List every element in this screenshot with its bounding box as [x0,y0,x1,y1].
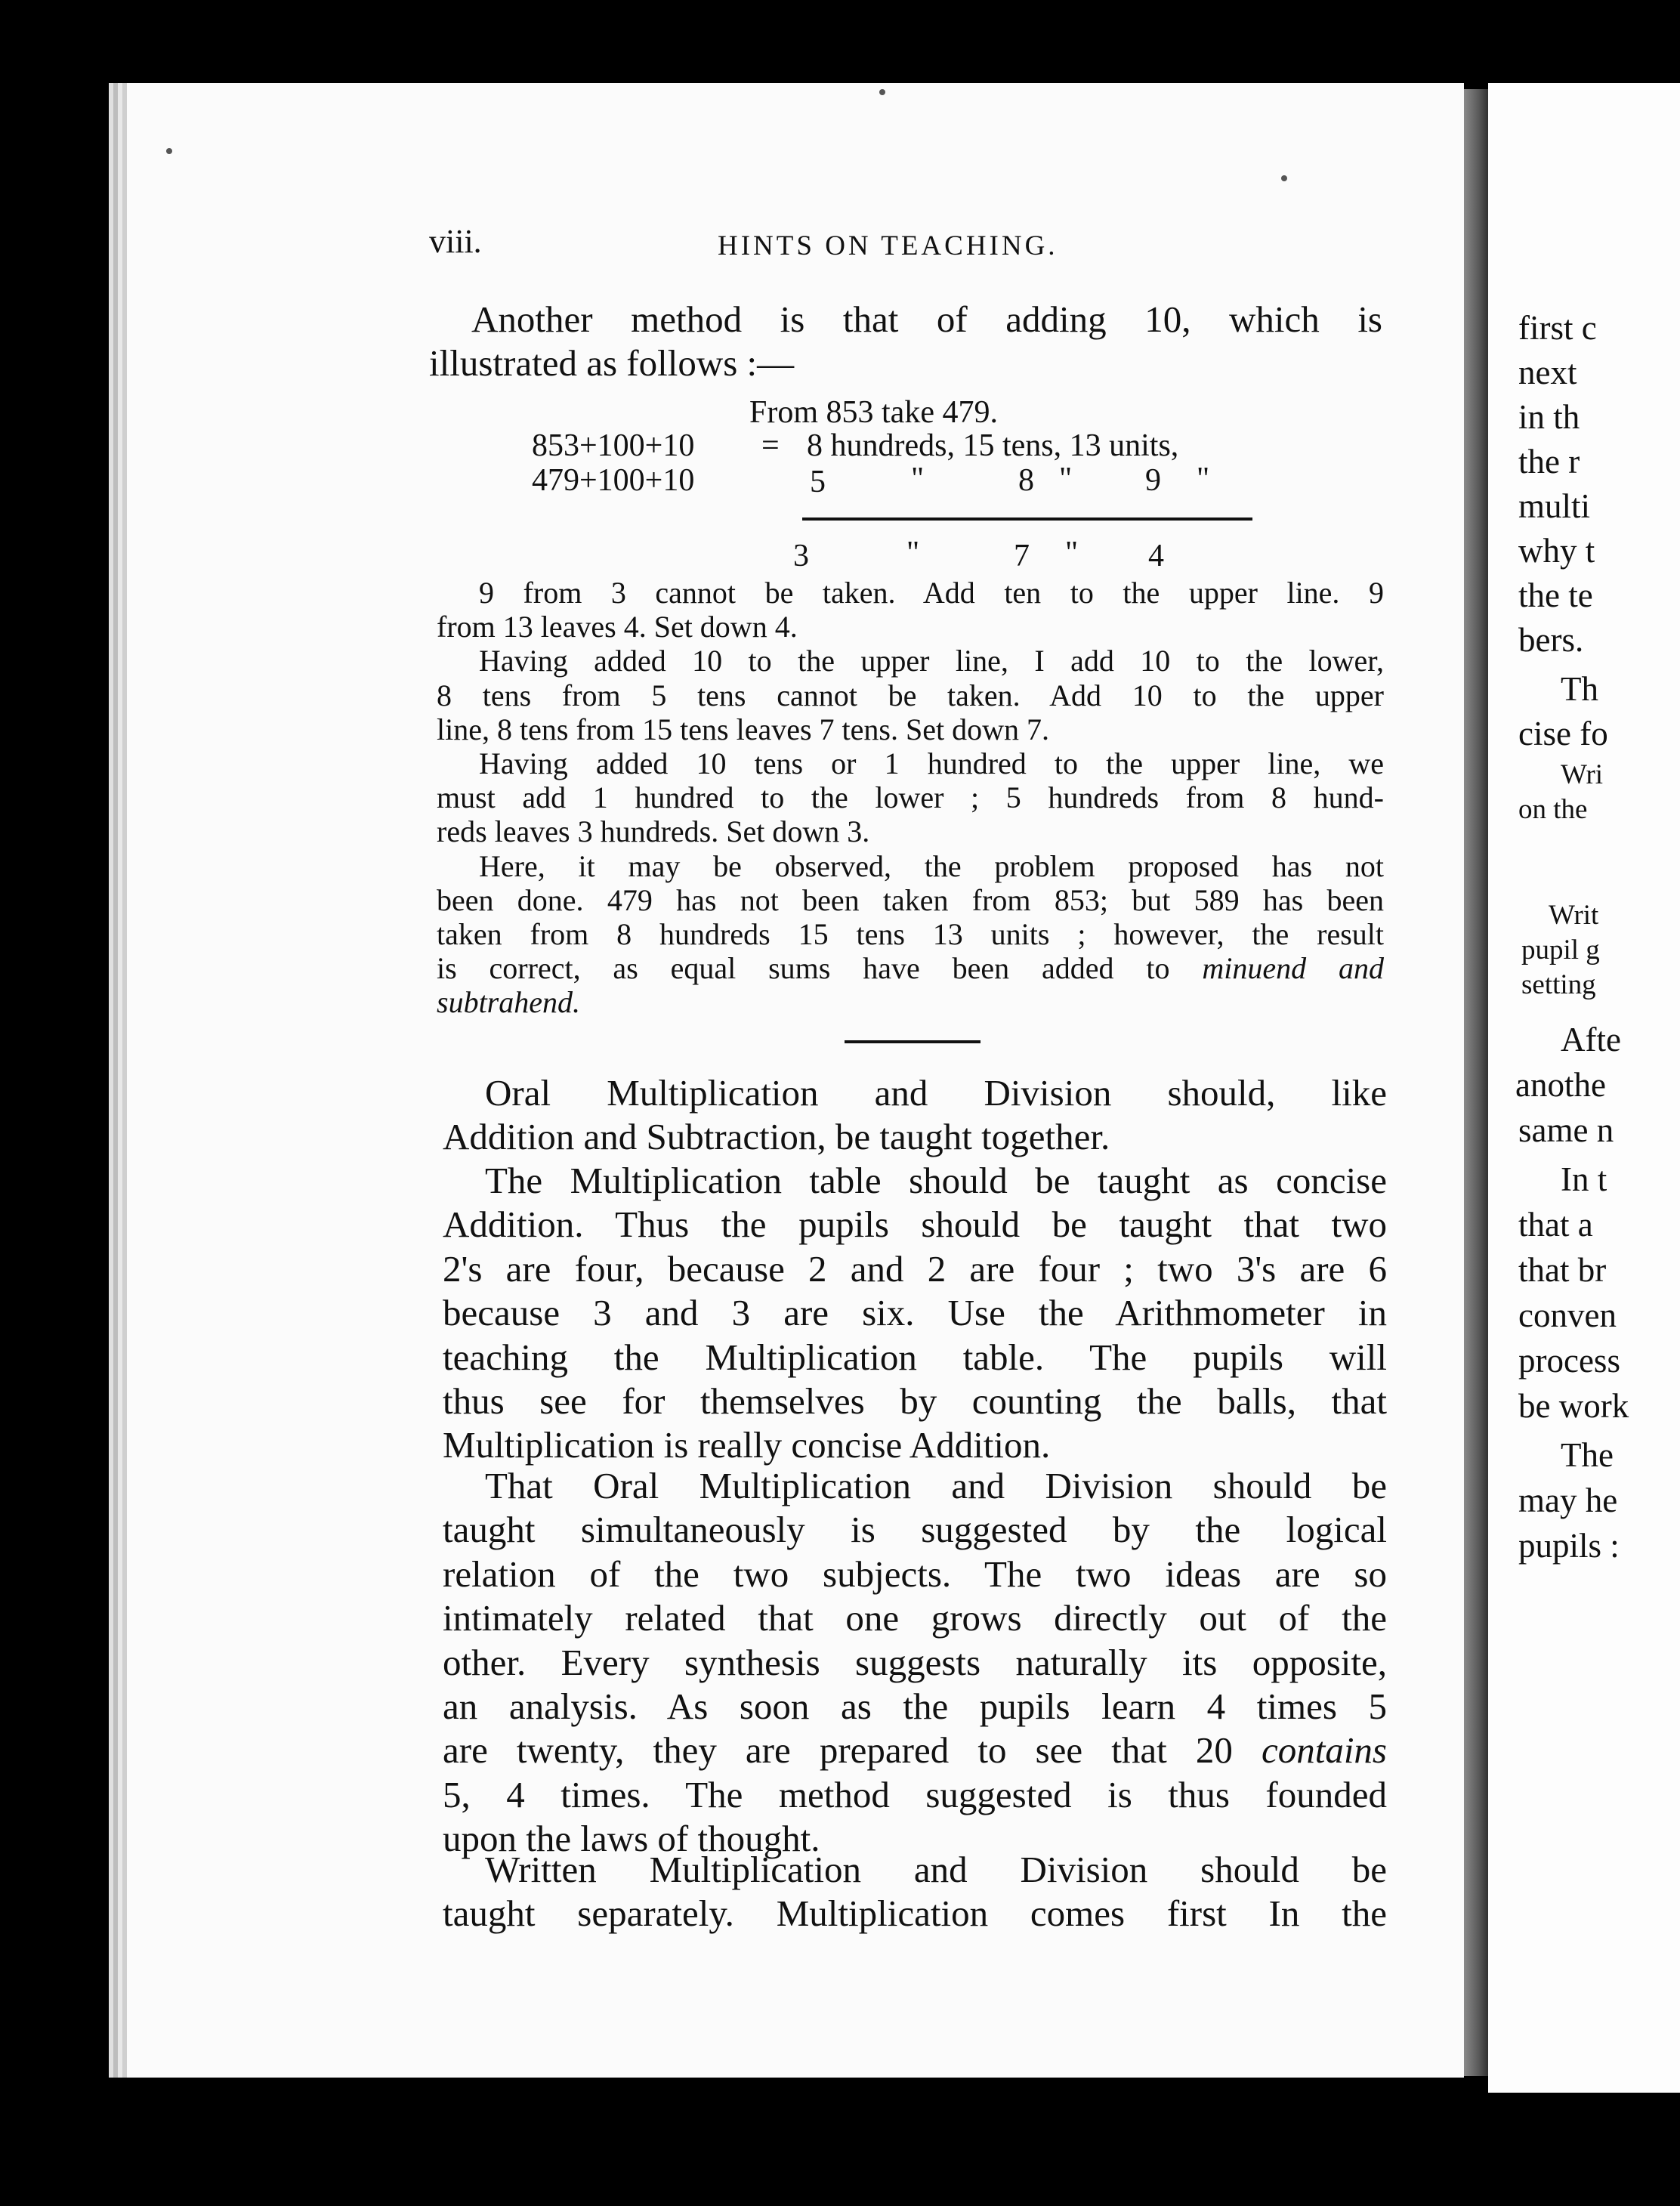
intro-paragraph [429,298,1382,386]
fragment-line: setting [1521,969,1596,1000]
fragment-line: that br [1518,1251,1607,1289]
right-page-text [1488,0,1680,2206]
ditto-mark: " [911,462,925,496]
note-text: is correct, as equal sums have been added to [437,951,1170,986]
fragment-line: Wri [1561,759,1604,790]
fragment-line: multi [1518,487,1591,525]
body-paragraph-4 [443,1848,1387,1936]
ditto-mark: " [1065,536,1079,570]
body-paragraph-1 [443,1071,1387,1160]
fragment-line: pupil g [1521,935,1600,966]
note-line: 8 tens from 5 tens cannot be taken. Add 10 to the upper [437,678,1384,712]
fragment-line: may he [1518,1481,1618,1519]
fragment-line: cise fo [1518,715,1608,752]
fragment-line: In t [1561,1160,1607,1198]
note-line: taken from 8 hundreds 15 tens 13 units ; however, the result [437,917,1384,952]
text-line: thus see for themselves by counting the balls, that [443,1380,1387,1423]
ditto-mark: " [906,536,920,570]
book-gutter [1464,89,1488,2076]
text-line: because 3 and 3 are six. Use the Arithmometer in [443,1292,1387,1334]
note-line: 9 from 3 cannot be taken. Add ten to the upper line. 9 [479,576,1384,610]
fragment-line: Afte [1561,1021,1621,1058]
note-italic: subtrahend. [437,985,580,1020]
ditto-mark: " [1197,462,1210,496]
example-row1-eq: = [761,428,780,463]
fragment-line: anothe [1515,1066,1606,1104]
text-line: Oral Multiplication and Division should, like [485,1072,1387,1114]
fragment-line: on the [1518,794,1588,825]
note-line: must add 1 hundred to the lower ; 5 hundreds from 8 hund- [437,780,1384,815]
text-line: 2's are four, because 2 and 2 are four ; two 3's are 6 [443,1247,1387,1290]
note-line: line, 8 tens from 15 tens leaves 7 tens. Set down 7. [437,712,1049,746]
text-line [443,1729,1387,1772]
section-divider [845,1040,981,1043]
text-line: Written Multiplication and Division should be [485,1849,1387,1890]
fragment-line: first c [1518,309,1597,347]
text-line: other. Every synthesis suggests naturally its opposite, [443,1641,1387,1683]
fragment-line: process [1518,1342,1620,1380]
example-row2-hundreds: 5 [810,465,826,499]
text-line: taught simultaneously is suggested by the logical [443,1509,1387,1551]
text-line: 5, 4 times. The method suggested is thus founded [443,1773,1387,1815]
note-italic: minuend and [1202,951,1384,986]
note-line [437,985,1384,1019]
text-line: Addition. Thus the pupils should be taught that two [443,1203,1387,1246]
note-line: been done. 479 has not been taken from 853; but 589 has been [437,882,1384,917]
example-row2-units: 9 [1145,463,1161,498]
fragment-line: Writ [1549,900,1599,931]
example-row1-left: 853+100+10 [532,428,695,463]
body-paragraph-2 [443,1159,1387,1468]
text-line: relation of the two subjects. The two ideas are so [443,1553,1387,1595]
fragment-line: that a [1518,1206,1593,1244]
italic-word: contains [1261,1729,1387,1772]
fragment-line: next [1518,354,1577,391]
fragment-line: bers. [1518,621,1584,659]
dust-speck [879,89,885,95]
text-line: an analysis. As soon as the pupils learn 4 times 5 [443,1685,1387,1728]
example-heading: From 853 take 479. [749,395,998,430]
text-line: teaching the Multiplication table. The pupils will [443,1336,1387,1378]
note-line: Having added 10 to the upper line, I add 10 to the lower, [479,644,1384,678]
dust-speck [1281,175,1287,181]
text-line: That Oral Multiplication and Division should be [485,1465,1387,1506]
text-line: Another method is that of adding 10, which is [471,298,1382,340]
page-folio: viii. [429,223,482,260]
fragment-line: the r [1518,443,1580,480]
fragment-line: the te [1518,576,1593,614]
ditto-mark: " [1059,462,1073,496]
sum-rule [802,518,1252,521]
example-row3-hundreds: 3 [793,539,809,573]
text-line: illustrated as follows :— [429,342,795,385]
fragment-line: pupils : [1518,1527,1620,1565]
fragment-line: conven [1518,1296,1617,1334]
fragment-line: be work [1518,1387,1629,1425]
text-line: The Multiplication table should be taught as concise [485,1160,1387,1201]
note-line: Having added 10 tens or 1 hundred to the upper line, we [479,746,1384,781]
example-row1-right: 8 hundreds, 15 tens, 13 units, [807,428,1179,463]
text-line: upon the laws of thought. [443,1818,820,1860]
example-row2-left: 479+100+10 [532,463,695,498]
note-line [437,951,1384,985]
fragment-line: The [1561,1436,1614,1474]
note-line: from 13 leaves 4. Set down 4. [437,610,798,644]
text-line: Addition and Subtraction, be taught together. [443,1116,1110,1158]
example-row3-tens: 7 [1014,539,1030,573]
text-line: Multiplication is really concise Addition. [443,1424,1051,1466]
fragment-line: Th [1561,670,1598,708]
body-paragraph-3 [443,1464,1387,1862]
fragment-line: in th [1518,398,1580,436]
example-row3-units: 4 [1148,539,1164,573]
note-line: reds leaves 3 hundreds. Set down 3. [437,814,870,849]
text-line: taught separately. Multiplication comes first In the [443,1892,1387,1935]
explanation-notes [437,576,1384,1020]
running-title: HINTS ON TEACHING. [718,230,1058,261]
fragment-line: why t [1518,532,1595,570]
example-row2-tens: 8 [1018,463,1034,498]
text-line: intimately related that one grows directly out of the [443,1597,1387,1639]
text-span: are twenty, they are prepared to see that 20 [443,1729,1233,1772]
dust-speck [166,148,172,154]
fragment-line: same n [1518,1111,1614,1149]
note-line: Here, it may be observed, the problem proposed has not [479,848,1384,883]
